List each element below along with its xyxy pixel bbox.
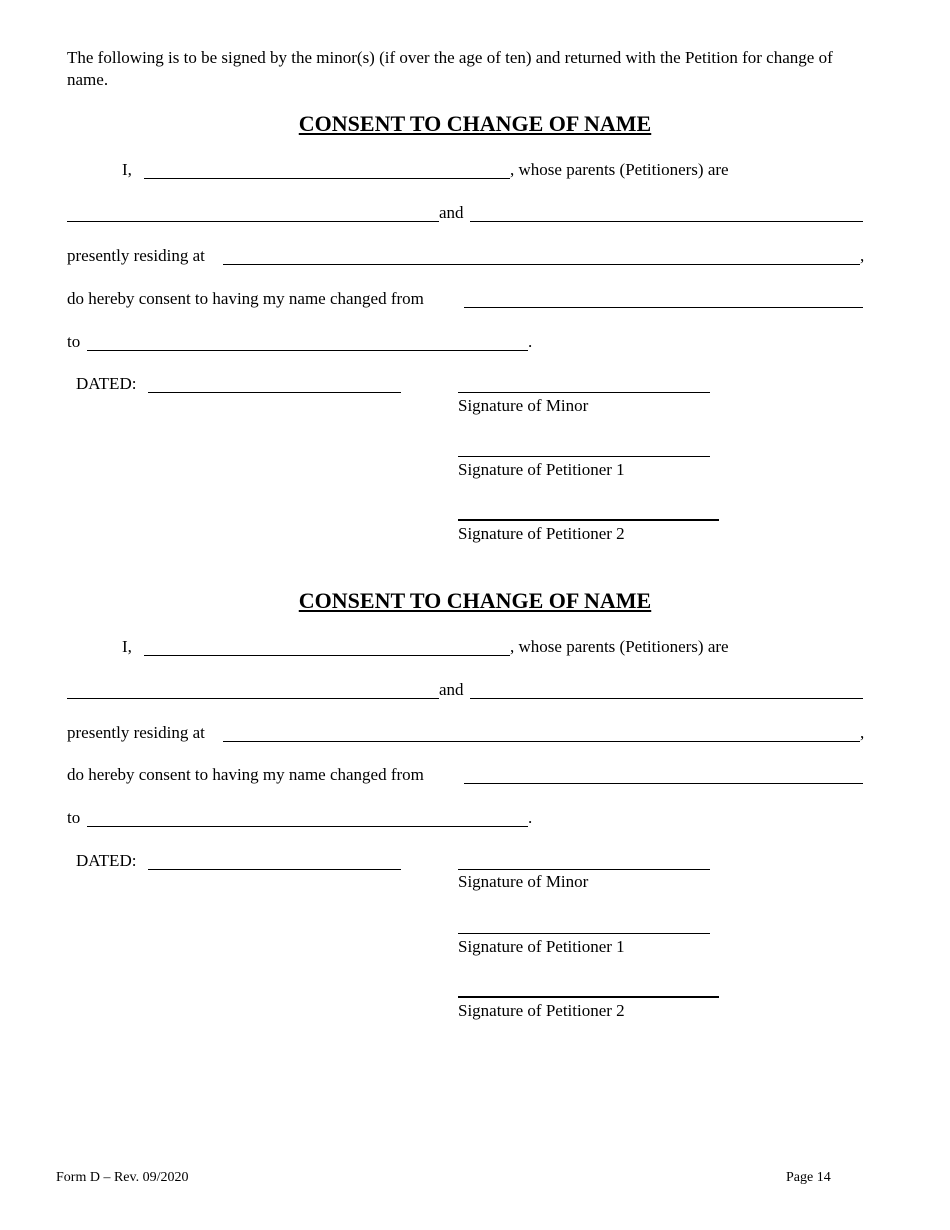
petitioner2-signature-line[interactable] — [458, 996, 719, 998]
dated-label: DATED: — [76, 851, 137, 870]
petitioner2-signature-line[interactable] — [458, 519, 719, 521]
intro-text: The following is to be signed by the minor(s) (if over the age of ten) and returned with the Petition for change of name. — [67, 48, 833, 89]
petitioner2-signature-label: Signature of Petitioner 2 — [458, 524, 625, 543]
parent1-name-field[interactable] — [67, 221, 439, 222]
minor-signature-line[interactable] — [458, 392, 710, 393]
petitioner1-signature-line[interactable] — [458, 933, 710, 934]
form-revision: Form D – Rev. 09/2020 — [56, 1170, 189, 1185]
minor-name-field[interactable] — [144, 655, 510, 656]
current-name-field[interactable] — [464, 307, 863, 308]
section-title: CONSENT TO CHANGE OF NAME — [298, 588, 652, 613]
section-title: CONSENT TO CHANGE OF NAME — [298, 111, 652, 136]
and-label: and — [439, 680, 464, 699]
whose-parents-text: , whose parents (Petitioners) are — [510, 160, 729, 179]
minor-signature-line[interactable] — [458, 869, 710, 870]
dated-label: DATED: — [76, 374, 137, 393]
date-field[interactable] — [148, 869, 401, 870]
minor-name-field[interactable] — [144, 178, 510, 179]
parent2-name-field[interactable] — [470, 221, 863, 222]
i-label: I, — [122, 160, 132, 179]
new-name-field[interactable] — [87, 826, 528, 827]
page-number: Page 14 — [786, 1170, 831, 1185]
residing-label: presently residing at — [67, 723, 205, 742]
parent1-name-field[interactable] — [67, 698, 439, 699]
petitioner2-signature-label: Signature of Petitioner 2 — [458, 1001, 625, 1020]
new-name-field[interactable] — [87, 350, 528, 351]
and-label: and — [439, 203, 464, 222]
whose-parents-text: , whose parents (Petitioners) are — [510, 637, 729, 656]
i-label: I, — [122, 637, 132, 656]
consent-label: do hereby consent to having my name changed from — [67, 289, 424, 308]
address-field[interactable] — [223, 264, 860, 265]
comma: , — [860, 723, 865, 742]
date-field[interactable] — [148, 392, 401, 393]
current-name-field[interactable] — [464, 783, 863, 784]
parent2-name-field[interactable] — [470, 698, 863, 699]
petitioner1-signature-label: Signature of Petitioner 1 — [458, 937, 625, 956]
petitioner1-signature-line[interactable] — [458, 456, 710, 457]
comma: , — [860, 246, 865, 265]
to-label: to — [67, 808, 81, 827]
to-label: to — [67, 332, 81, 351]
consent-label: do hereby consent to having my name changed from — [67, 765, 424, 784]
minor-signature-label: Signature of Minor — [458, 396, 589, 415]
minor-signature-label: Signature of Minor — [458, 872, 589, 891]
period: . — [528, 332, 533, 351]
petitioner1-signature-label: Signature of Petitioner 1 — [458, 460, 625, 479]
address-field[interactable] — [223, 741, 860, 742]
residing-label: presently residing at — [67, 246, 205, 265]
period: . — [528, 808, 533, 827]
